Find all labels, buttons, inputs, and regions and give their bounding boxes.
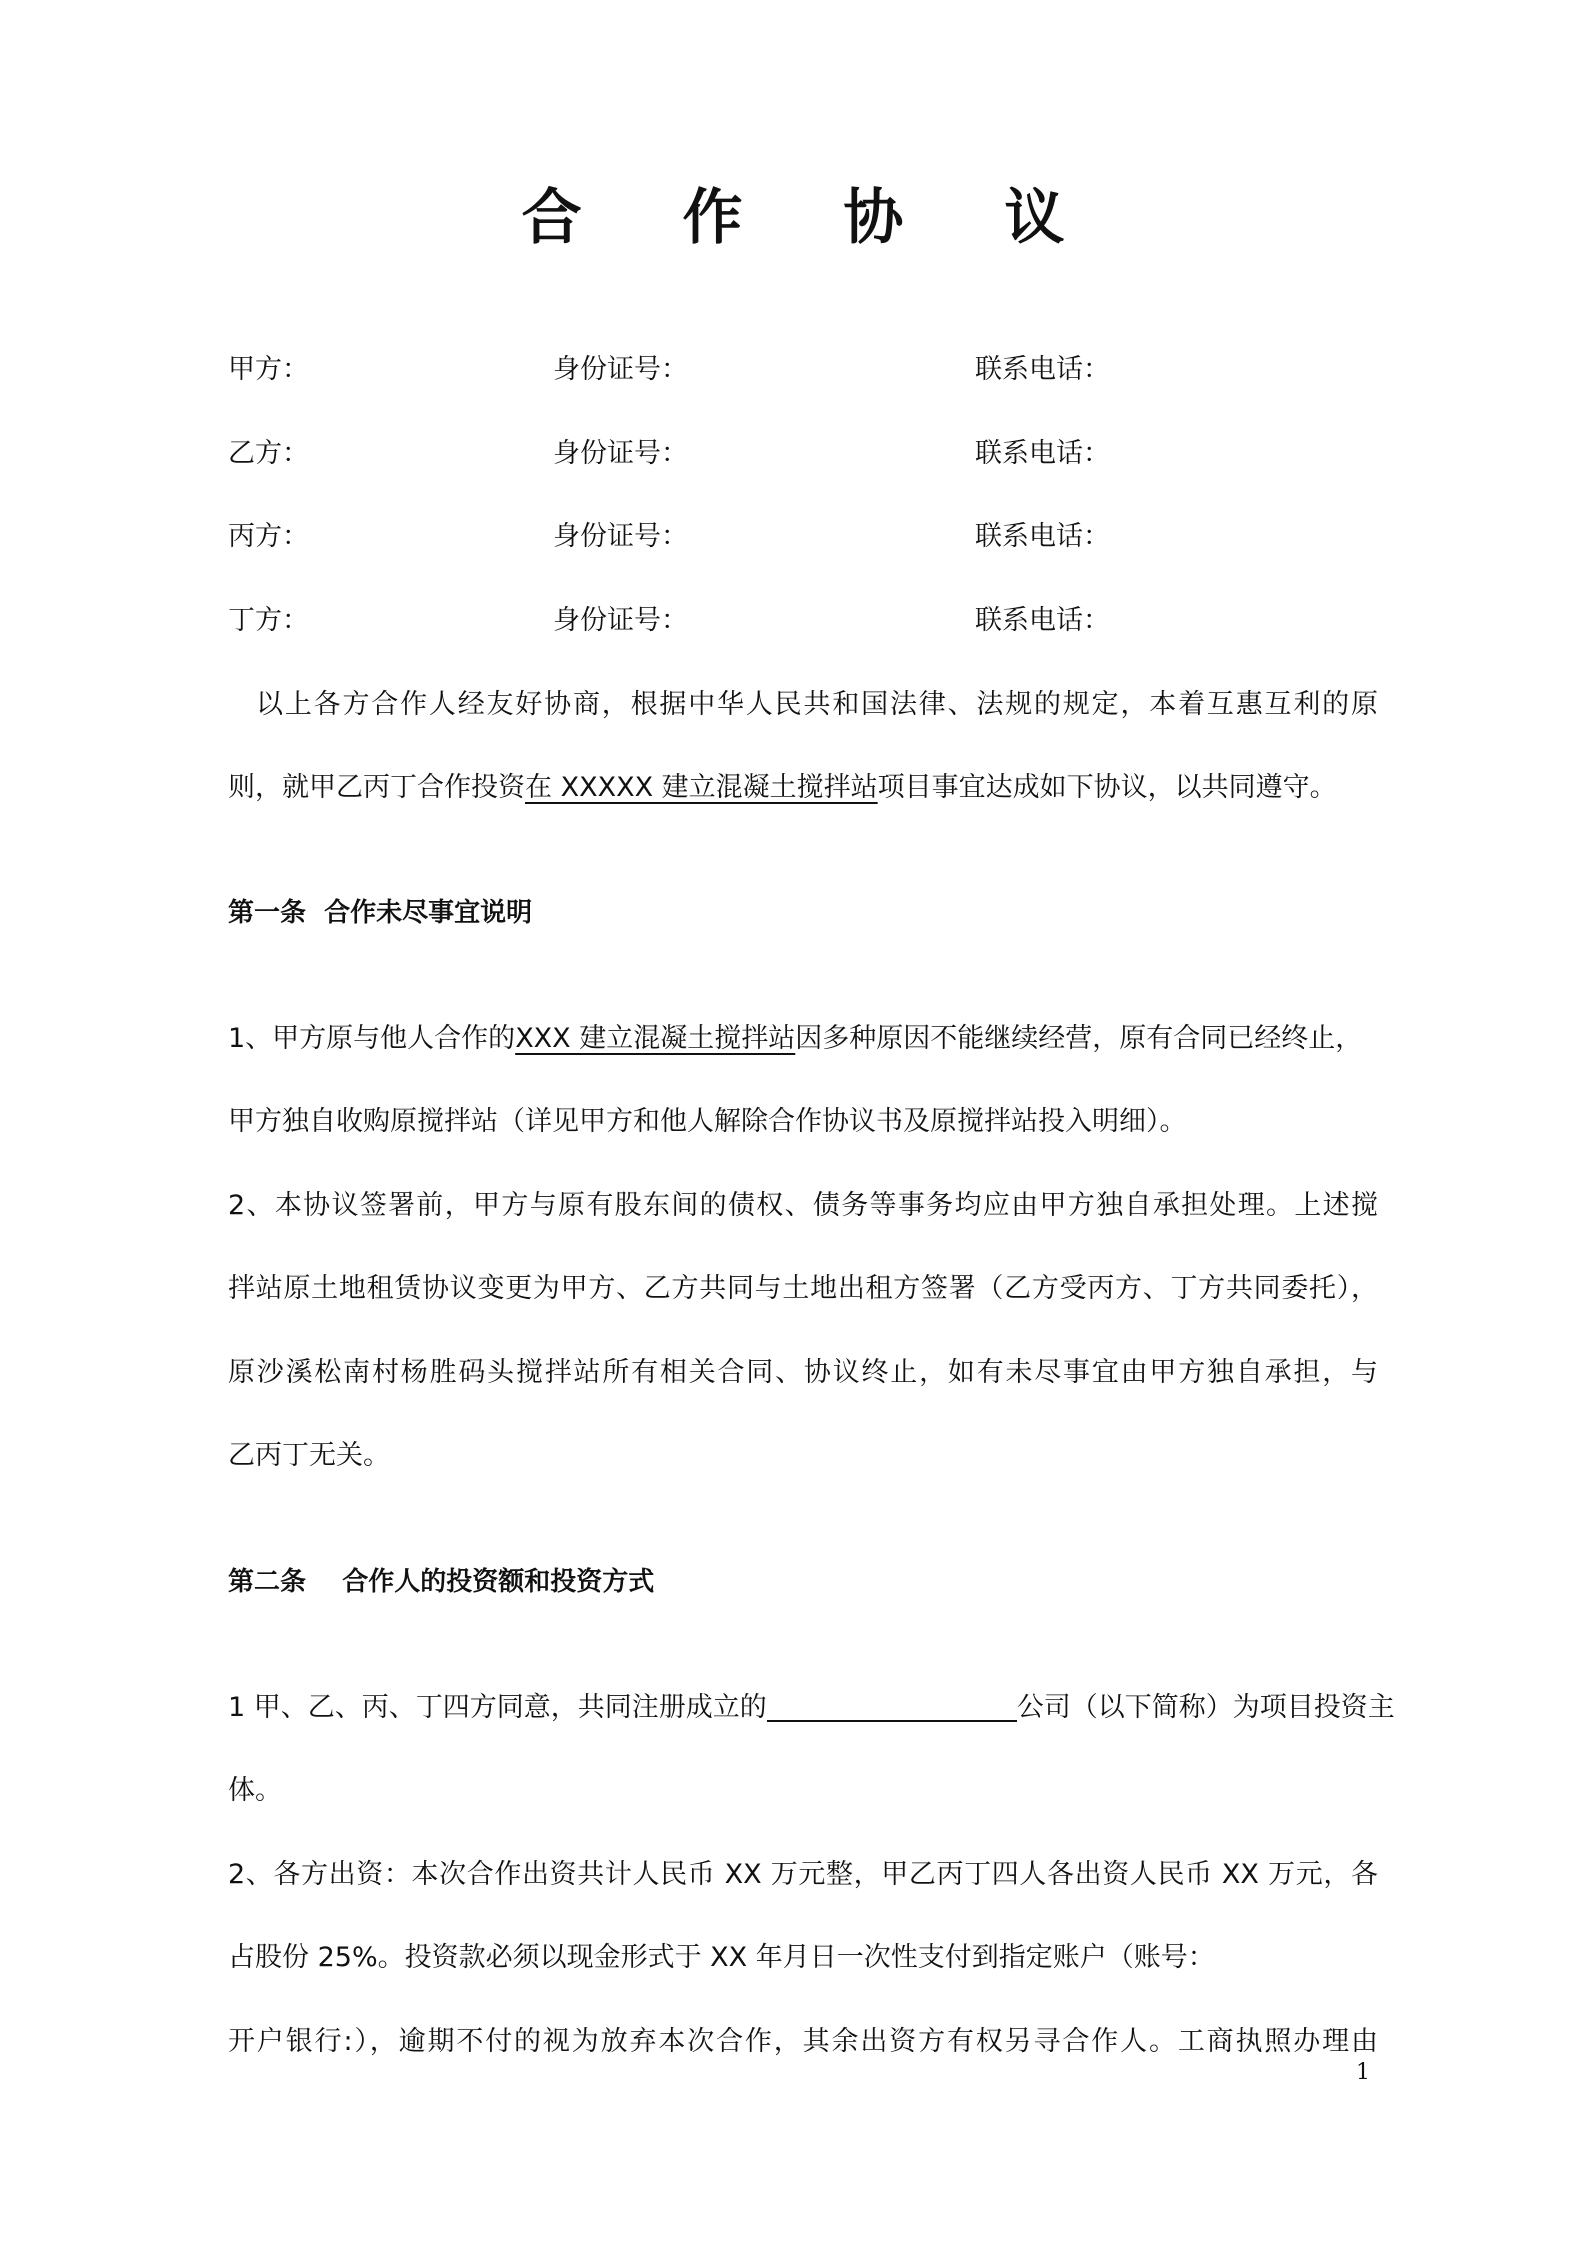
party-row-ding [228,596,1378,646]
phone-label: 联系电话： [975,438,1110,469]
party-row-jia [228,345,1378,395]
project-location-underlined: 在 XXXXX 建立混凝土搅拌站 [525,772,878,803]
intro-text: 则，就甲乙丙丁合作投资 [228,772,525,803]
article-2-p2-line-2: 占股份 25%。投资款必须以现金形式于 XX 年月日一次性支付到指定账户（账号： [228,1942,1215,1973]
document-title: 合 作 协 议 [521,183,1105,253]
intro-line-1: 以上各方合作人经友好协商，根据中华人民共和国法律、法规的规定，本着互惠互利的原 [256,689,1378,720]
article-text: 公司（以下简称）为项目投资主 [1016,1692,1395,1723]
article-2-p1-line-2: 体。 [228,1775,282,1806]
party-row-yi [228,429,1378,479]
former-station-underlined: XXX 建立混凝土搅拌站 [515,1023,796,1054]
id-number-label: 身份证号： [553,438,688,469]
article-text: 因多种原因不能继续经营，原有合同已经终止， [795,1023,1363,1054]
article-1-p2-line-4: 乙丙丁无关。 [228,1440,390,1471]
article-2-heading: 第二条 合作人的投资额和投资方式 [228,1567,655,1597]
intro-text: 项目事宜达成如下协议，以共同遵守。 [877,772,1337,803]
party-label: 乙方： [228,438,309,469]
intro-line-2 [228,763,1378,813]
id-number-label: 身份证号： [553,521,688,552]
party-row-bing [228,512,1378,562]
article-1-heading: 第一条 合作未尽事宜说明 [228,898,533,928]
article-2-p2-line-1: 2、各方出资：本次合作出资共计人民币 XX 万元整，甲乙丙丁四人各出资人民币 XX 万元，各 [228,1859,1378,1890]
article-1-p1-line-2: 甲方独自收购原搅拌站（详见甲方和他人解除合作协议书及原搅拌站投入明细）。 [228,1106,1187,1137]
company-name-blank [767,1688,1017,1722]
article-1-p2-line-1: 2、本协议签署前，甲方与原有股东间的债权、债务等事务均应由甲方独自承担处理。上述搅 [228,1190,1378,1221]
article-2-p1-line-1 [228,1683,1395,1733]
party-label: 丙方： [228,521,309,552]
phone-label: 联系电话： [975,521,1110,552]
article-2-p2-line-3: 开户银行:），逾期不付的视为放弃本次合作，其余出资方有权另寻合作人。工商执照办理由 [228,2026,1378,2057]
article-text: 1、甲方原与他人合作的 [228,1023,516,1054]
party-label: 甲方： [228,354,309,385]
id-number-label: 身份证号： [553,354,688,385]
id-number-label: 身份证号： [553,605,688,636]
article-1-p2-line-3: 原沙溪松南村杨胜码头搅拌站所有相关合同、协议终止，如有未尽事宜由甲方独自承担，与 [228,1357,1378,1388]
page-number: 1 [1356,2060,1370,2085]
article-1-p2-line-2: 拌站原土地租赁协议变更为甲方、乙方共同与土地出租方签署（乙方受丙方、丁方共同委托）， [228,1273,1378,1304]
phone-label: 联系电话： [975,605,1110,636]
article-text: 1 甲、乙、丙、丁四方同意，共同注册成立的 [228,1692,767,1723]
party-label: 丁方： [228,605,309,636]
article-1-p1-line-1 [228,1014,1378,1064]
phone-label: 联系电话： [975,354,1110,385]
